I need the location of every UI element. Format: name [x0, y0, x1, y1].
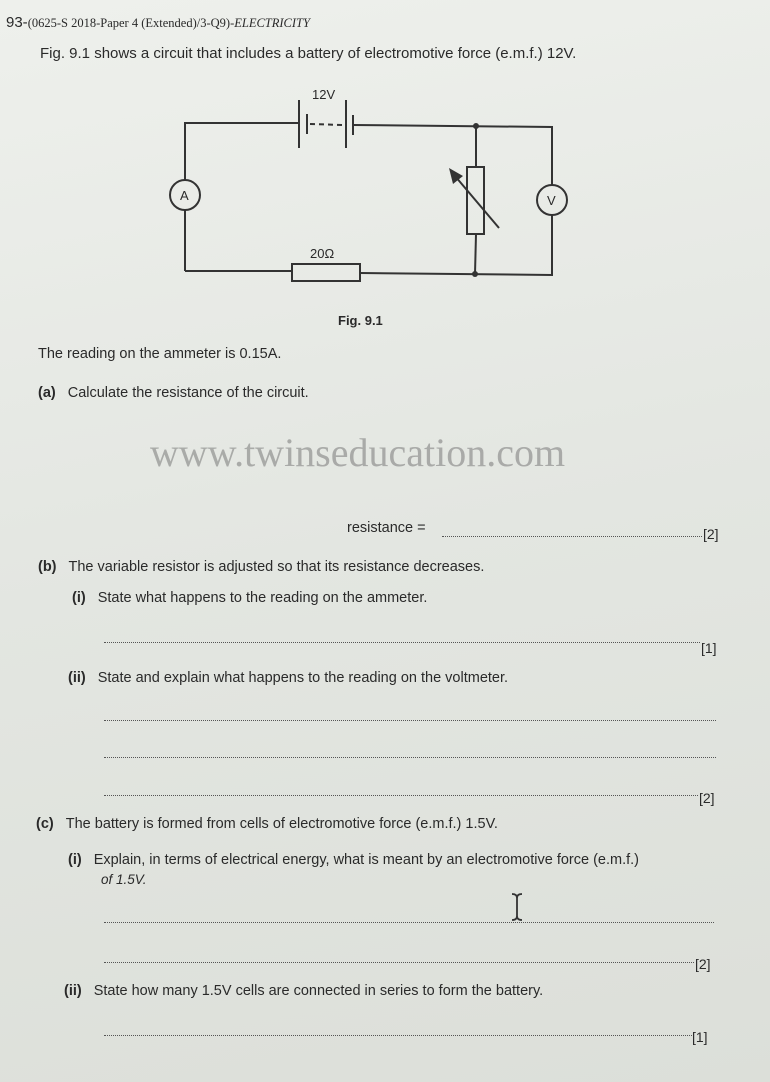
part-label: (a) [38, 385, 56, 401]
battery-label: 12V [312, 87, 336, 102]
marks: [1] [701, 640, 717, 656]
part-c-i-question [68, 852, 639, 869]
wire-resistor-bottom [475, 234, 476, 274]
battery-dashes [310, 124, 343, 125]
part-b-ii-question [68, 670, 508, 687]
part-label: (ii) [68, 670, 86, 686]
wire-top-left [185, 123, 299, 180]
answer-line[interactable] [104, 962, 694, 963]
marks: [2] [695, 956, 711, 972]
question-text: The variable resistor is adjusted so that its resistance decreases. [68, 559, 485, 575]
voltmeter-label: V [547, 193, 556, 208]
answer-line[interactable] [104, 757, 716, 758]
part-c-question [36, 816, 498, 833]
junction-dot [473, 123, 479, 129]
answer-line-resistance[interactable] [442, 536, 702, 537]
part-a-question [38, 385, 309, 402]
circuit-diagram [0, 0, 770, 340]
wire-bottom-right [360, 215, 552, 275]
question-text: The battery is formed from cells of electromotive force (e.m.f.) 1.5V. [65, 816, 498, 832]
part-label: (c) [36, 816, 54, 832]
question-text: State what happens to the reading on the ammeter. [97, 590, 428, 606]
part-label: (b) [38, 559, 57, 575]
part-b-question [38, 559, 484, 576]
marks: [2] [699, 790, 715, 806]
question-text: State how many 1.5V cells are connected in series to form the battery. [93, 983, 544, 999]
part-c-ii-question [64, 983, 543, 1000]
marks: [1] [692, 1029, 708, 1045]
question-number: 93- [6, 14, 28, 31]
resistance-answer-label: resistance = [347, 520, 426, 536]
answer-line[interactable] [104, 642, 700, 643]
ammeter-statement: The reading on the ammeter is 0.15A. [38, 346, 282, 362]
answer-line[interactable] [104, 795, 698, 796]
variable-arrow [455, 176, 499, 228]
answer-line[interactable] [104, 1035, 692, 1036]
question-topic: ELECTRICITY [234, 16, 310, 30]
marks: [2] [703, 526, 719, 542]
resistor-label: 20Ω [310, 246, 335, 261]
part-label: (i) [72, 590, 86, 606]
part-label: (ii) [64, 983, 82, 999]
intro-text: Fig. 9.1 shows a circuit that includes a battery of electromotive force (e.m.f.) 12V. [40, 45, 577, 62]
question-source: (0625-S 2018-Paper 4 (Extended)/3-Q9)- [27, 16, 235, 30]
part-b-i-question [72, 590, 427, 607]
part-label: (i) [68, 852, 82, 868]
part-c-i-question-cont: of 1.5V. [101, 872, 147, 887]
question-text: Calculate the resistance of the circuit. [67, 385, 309, 401]
question-text: State and explain what happens to the reading on the voltmeter. [97, 670, 509, 686]
watermark: www.twinseducation.com [150, 430, 566, 475]
figure-caption: Fig. 9.1 [338, 313, 383, 328]
fixed-resistor [292, 264, 360, 281]
answer-line[interactable] [104, 922, 714, 923]
junction-dot [472, 271, 478, 277]
text-cursor-icon [510, 892, 524, 922]
answer-line[interactable] [104, 720, 716, 721]
ammeter-label: A [180, 188, 189, 203]
question-text: Explain, in terms of electrical energy, what is meant by an electromotive force (e.m.f.) [93, 852, 639, 868]
